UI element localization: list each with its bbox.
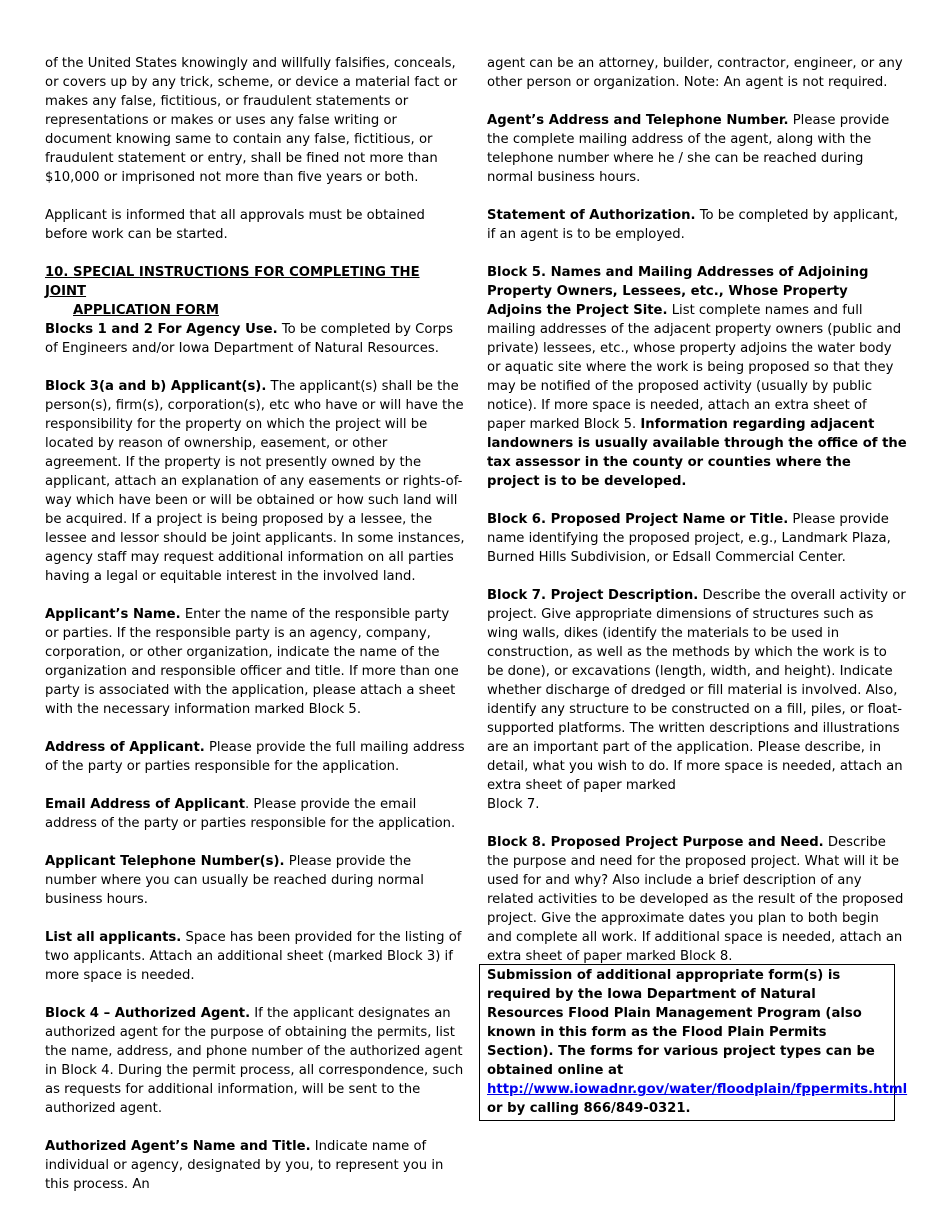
- applicant-address-text: Please provide the full mailing address of the party or parties responsible for the application.: [45, 740, 465, 774]
- block-7-label: Block 7. Project Description.: [487, 588, 699, 603]
- applicant-phone-label: Applicant Telephone Number(s).: [45, 854, 285, 869]
- applicant-phone-text: Please provide the number where you can usually be reached during normal business hours.: [45, 854, 424, 907]
- blocks-1-2-paragraph: [45, 320, 465, 358]
- list-applicants-text: Space has been provided for the listing of two applicants. Attach an additional sheet (marked Block 3) if more space is needed.: [45, 930, 462, 983]
- heading-number: 10.: [45, 265, 73, 280]
- notice-phone: or by calling 866/849-0321.: [487, 1101, 691, 1116]
- agent-address-label: Agent’s Address and Telephone Number.: [487, 113, 789, 128]
- left-column: [45, 54, 465, 1213]
- list-applicants-paragraph: [45, 928, 465, 985]
- block-3-label: Block 3(a and b) Applicant(s).: [45, 379, 267, 394]
- authorization-label: Statement of Authorization.: [487, 208, 696, 223]
- applicant-address-paragraph: [45, 738, 465, 776]
- block-8-paragraph: [487, 833, 907, 966]
- blocks-1-2-label: Blocks 1 and 2 For Agency Use.: [45, 322, 278, 337]
- heading-line2: APPLICATION FORM: [73, 303, 219, 318]
- block-6-text: Please provide name identifying the proposed project, e.g., Landmark Plaza, Burned Hills Subdivision, or Edsall Commercial Center.: [487, 512, 891, 565]
- applicant-address-label: Address of Applicant.: [45, 740, 205, 755]
- block-7-tail: Block 7.: [487, 797, 540, 812]
- block-8-label: Block 8. Proposed Project Purpose and Need.: [487, 835, 824, 850]
- block-5-text: List complete names and full mailing addresses of the adjacent property owners (public and private) lessees, etc., whose property adjoins the water body or aquatic site where the work is being proposed so that they may be notified of the proposed activity (usually by public notice). If more space is needed, attach an extra sheet of paper marked Block 5.: [487, 303, 902, 432]
- floodplain-notice-box: [479, 964, 908, 1121]
- block-5-paragraph: [487, 263, 907, 491]
- agent-address-text: Please provide the complete mailing address of the agent, along with the telephone number where he / she can be reached during normal business hours.: [487, 113, 890, 185]
- agent-name-paragraph: [45, 1137, 465, 1194]
- approvals-paragraph: Applicant is informed that all approvals must be obtained before work can be started.: [45, 208, 425, 242]
- block-6-label: Block 6. Proposed Project Name or Title.: [487, 512, 789, 527]
- block-7-paragraph: [487, 586, 907, 814]
- block-5-label: Block 5. Names and Mailing Addresses of Adjoining Property Owners, Lessees, etc., Whose Property Adjoins the Project Site.: [487, 265, 869, 318]
- notice-text: Submission of additional appropriate form(s) is required by the Iowa Department of Natural Resources Flood Plain Management Program (also known in this form as the Flood Plain Permits Section). The forms for various project types can be obtained online at: [487, 968, 875, 1078]
- block-3-paragraph: [45, 377, 465, 586]
- agent-name-text: Indicate name of individual or agency, designated by you, to represent you in this process. An: [45, 1139, 444, 1192]
- penalty-paragraph: of the United States knowingly and willfully falsifies, conceals, or covers up by any trick, scheme, or device a material fact or makes any false, fictitious, or fraudulent statements or representations or makes or uses any false writing or document knowing same to contain any false, fictitious, or fraudulent statement or entry, shall be fined not more than $10,000 or imprisoned not more than five years or both.: [45, 56, 458, 185]
- block-6-paragraph: [487, 510, 907, 567]
- heading-line1: SPECIAL INSTRUCTIONS FOR COMPLETING THE JOINT: [45, 265, 420, 299]
- applicant-email-text: . Please provide the email address of the party or parties responsible for the application.: [45, 797, 456, 831]
- applicant-name-label: Applicant’s Name.: [45, 607, 181, 622]
- applicant-email-paragraph: [45, 795, 465, 833]
- agent-continued-paragraph: agent can be an attorney, builder, contractor, engineer, or any other person or organization. Note: An agent is not required.: [487, 56, 903, 90]
- floodplain-permits-link[interactable]: http://www.iowadnr.gov/water/floodplain/fppermits.html: [487, 1082, 908, 1097]
- right-column: [487, 54, 907, 985]
- blocks-1-2-text: To be completed by Corps of Engineers and/or Iowa Department of Natural Resources.: [45, 322, 454, 356]
- section-10-heading: [45, 263, 465, 320]
- block-5-note: Information regarding adjacent landowners is usually available through the office of the tax assessor in the county or counties where the project is to be developed.: [487, 417, 907, 489]
- applicant-name-text: Enter the name of the responsible party or parties. If the responsible party is an agency, company, corporation, or other organization, indicate the name of the organization and responsible officer and title. If more than one party is associated with the application, please attach a sheet with the necessary information marked Block 5.: [45, 607, 459, 717]
- applicant-email-label: Email Address of Applicant: [45, 797, 246, 812]
- applicant-name-paragraph: [45, 605, 465, 719]
- applicant-phone-paragraph: [45, 852, 465, 909]
- block-4-text: If the applicant designates an authorized agent for the purpose of obtaining the permits, list the name, address, and phone number of the authorized agent in Block 4. During the permit process, all correspondence, such as requests for additional information, will be sent to the authorized agent.: [45, 1006, 464, 1116]
- authorization-paragraph: [487, 206, 907, 244]
- agent-address-paragraph: [487, 111, 907, 187]
- authorization-text: To be completed by applicant, if an agent is to be employed.: [487, 208, 899, 242]
- block-4-paragraph: [45, 1004, 465, 1118]
- block-7-text: Describe the overall activity or project. Give appropriate dimensions of structures such as wing walls, dikes (identify the materials to be used in construction, as well as the methods by which the work is to be done), or excavations (length, width, and height). Indicate whether discharge of dredged or fill material is involved. Also, identify any structure to be constructed on a fill, piles, or float-supported platforms. The written descriptions and illustrations are an important part of the application. Please describe, in detail, what you wish to do. If more space is needed, attach an extra sheet of paper marked: [487, 588, 906, 793]
- block-3-text: The applicant(s) shall be the person(s), firm(s), corporation(s), etc who have or will have the responsibility for the property on which the project will be located by reason of ownership, easement, or other agreement. If the property is not presently owned by the applicant, attach an explanation of any easements or rights-of-way which have been or will be obtained or how such land will be acquired. If a project is being proposed by a lessee, the lessee and lessor should be joint applicants. In some instances, agency staff may request additional information on all parties having a legal or equitable interest in the involved land.: [45, 379, 465, 584]
- list-applicants-label: List all applicants.: [45, 930, 182, 945]
- block-8-text: Describe the purpose and need for the proposed project. What will it be used for and why? Also include a brief description of any related activities to be developed as the result of the proposed project. Give the approximate dates you plan to both begin and complete all work. If additional space is needed, attach an extra sheet of paper marked Block 8.: [487, 835, 904, 964]
- block-4-label: Block 4 – Authorized Agent.: [45, 1006, 251, 1021]
- agent-name-label: Authorized Agent’s Name and Title.: [45, 1139, 311, 1154]
